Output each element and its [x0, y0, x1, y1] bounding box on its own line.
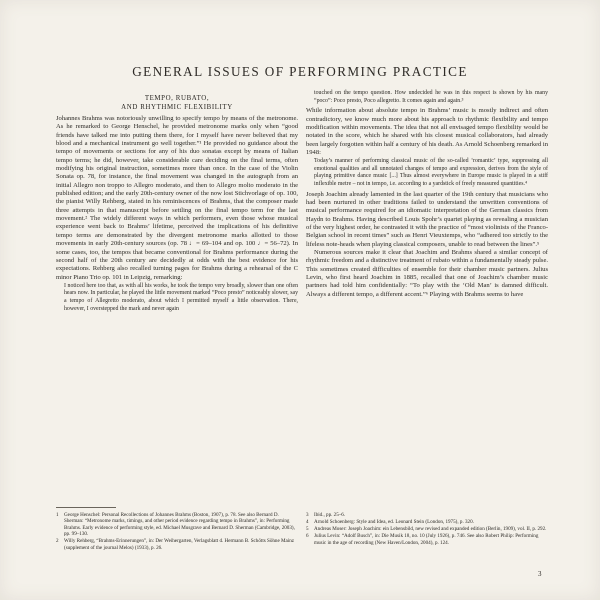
body-paragraph: Joseph Joachim already lamented in the last quarter of the 19th century that musicians who had been nurtured in other traditions failed to understand the unwritten conventions of musical performance required for an idiomatic interpretation of the German classics from Haydn to Brahms. Having described Louis Spohr’s quartet playing as revealing a musician of the very highest order, he contrasted it with the practice of “most violinists of the Franco-Belgian school in recent times” such as Henri Vieuxtemps, who “adhered too strictly to the lifeless note-heads when playing classical composers, unable to read between the lines”.⁵ [306, 190, 548, 248]
footnote-text: Julius Levin: “Adolf Busch”, in: Die Musik 18, no. 10 (July 1926), p. 746. See also Robert Philip: Performing music in the age of recording (New Haven/London, 2004), p. 124. [314, 533, 539, 546]
footnote-text: Ibid., pp. 25–6. [314, 512, 346, 518]
footnote-number: 6 [306, 533, 309, 540]
right-column [306, 90, 548, 299]
body-paragraph: While information about absolute tempo in Brahms’ music is mostly indirect and often contradictory, we know much more about his approach to rhythmic flexibility and tempo modification within movements. The idea that not all envisaged tempo flexibility would be notated in the score, which he shared with his closest musical collaborators, had already been largely forgotten within half a century of his death. As Arnold Schoenberg remarked in 1948: [306, 107, 548, 156]
footnote [306, 533, 548, 546]
footnote-number: 1 [56, 512, 59, 518]
footnote-number: 3 [306, 512, 309, 518]
footnote-text: Arnold Schoenberg: Style and Idea, ed. Leonard Stein (London, 1975), p. 320. [314, 519, 474, 526]
body-paragraph: Johannes Brahms was notoriously unwilling to specify tempo by means of the metronome. As he remarked to George Henschel, he provided metronome marks only when “good friends have talked me into putting them there, for I myself have never believed that my blood and a mechanical instrument go well together.”¹ He provided no guidance about the tempo of movements or sections for any of his duo sonatas except by means of Italian tempo terms; he did, however, take considerable care deciding on the final terms, often modifying his original instruction, sometimes more than once. In the case of the Violin Sonata op. 78, for instance, the final movement was changed in the autograph from an initial Allegro non troppo to Allegro moderato, and then to Allegro molto moderato in the published edition; and the early 20th-century owner of the now lost Stichvorlage of op. 100, the pianist Willy Rehberg, stated in his reminiscences of Brahms, that the composer made three attempts in that manuscript before settling on the final tempo term for the last movement.² The widely different ways in which performers, even those whose musical experience went back to Brahms’ lifetime, perceived the implications of his definitive tempo terms are demonstrated by the divergent metronome marks allotted to those movements in early 20th-century sources (op. 78 ♩= 69–104 and op. 100 ♩= 56–72). In some cases, too, the tempos that became conventional for Brahms performance during the second half of the 20th century are decidedly at odds with the best evidence for his expectations. Rehberg also recalled turning pages for Brahms during a rehearsal of the C minor Piano Trio op. 101 in Leipzig, remarking: [56, 115, 298, 281]
footnote [306, 512, 548, 518]
footnote-number: 4 [306, 519, 309, 526]
left-column [56, 90, 298, 315]
chapter-title: GENERAL ISSUES OF PERFORMING PRACTICE [132, 64, 468, 79]
footnotes-left [56, 512, 298, 552]
body-paragraph: Numerous sources make it clear that Joachim and Brahms shared a similar concept of rhythmic freedom and a distinctive treatment of rubato within a fundamentally steady pulse. This sometimes created difficulties of ensemble for their chamber music partners. Julius Levin, who first heard Joachim in 1885, recalled that one of Joachim’s chamber music partners had told him confidentially: “To play with the ‘Old Man’ is damned difficult. Always a different tempo, a different accent.”⁶ Playing with Brahms seems to have [306, 249, 548, 298]
footnote [56, 512, 298, 538]
block-quote-continued [314, 90, 548, 105]
footnote-text: Willy Rehberg, “Brahms-Erinnerungen”, in: Der Weihergarten, Verlagsblatt d. Hermann B. Schötts Söhne Mainz (supplement of the journal Melos) (1933), p. 26. [64, 538, 295, 551]
block-quote [64, 283, 298, 313]
footnote-text: Andreas Moser: Joseph Joachim: ein Lebensbild, new revised and expanded edition (Berlin, 1909), vol. II, p. 292. [314, 526, 547, 533]
footnote [306, 526, 548, 532]
section-heading-line2: AND RHYTHMIC FLEXIBILITY [121, 104, 233, 111]
footnotes-right [306, 512, 548, 547]
footnote-divider [56, 507, 116, 508]
footnote-number: 2 [56, 538, 59, 545]
quote-text-continued: touched on the tempo question. How undecided he was in this respect is shown by his many “poco”: Poco presto, Poco allegretto. It comes again and again.³ [314, 90, 548, 104]
footnote-text: George Henschel: Personal Recollections of Johannes Brahms (Boston, 1907), p. 78. See also Bernard D. Sherman: “Metronome marks, timings, and other period evidence regarding tempo in Brahms”, in: Performing Brahms. Early evidence of performing style, ed. Michael Musgrave and Bernard D. Sherman (Cambridge, 2003), pp. 99–130. [64, 512, 295, 538]
page-number: 3 [538, 570, 542, 578]
section-heading [56, 94, 298, 112]
quote-text: Today’s manner of performing classical music of the so-called ‘romantic’ type, suppressing all emotional qualities and all unnotated changes of tempo and expression, derives from the style of playing primitive dance music [...] Thus almost everywhere in Europe music is played in a stiff inflexible metre – not in tempo, i.e. according to a yardstick of freely measured quantities.⁴ [314, 158, 548, 188]
block-quote [314, 158, 548, 188]
footnote [56, 538, 298, 551]
quote-text: I noticed here too that, as with all his works, he took the tempo very broadly, slower than one often hears now. In particular, he played the little movement marked “Poco presto” noticeably slower, say a tempo of Allegretto moderato, about which I permitted myself a little observation. There, however, I overstepped the mark and never again [64, 282, 298, 312]
footnote-number: 5 [306, 526, 309, 533]
footnote [306, 519, 548, 525]
section-heading-line1: TEMPO, RUBATO, [144, 95, 210, 102]
